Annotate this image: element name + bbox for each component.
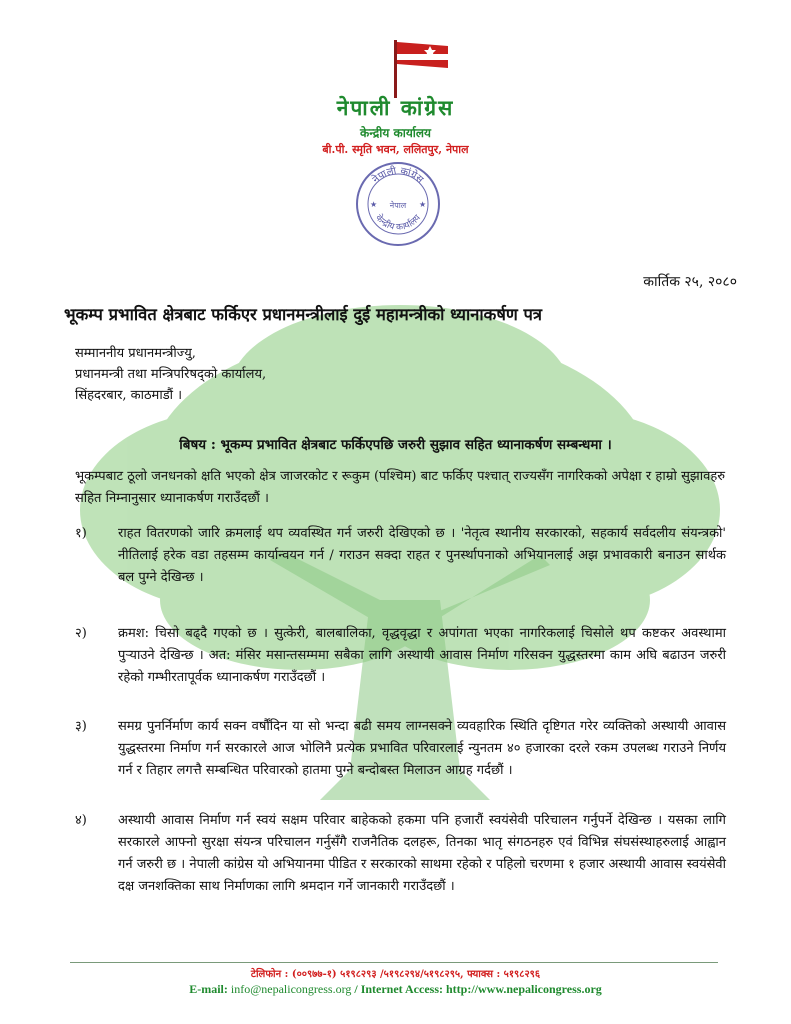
addressee-block [75,343,266,406]
seal-bottom-text: केन्द्रीय कार्यालय [373,213,423,234]
email-label: E-mail: [189,982,228,996]
point-text: राहत वितरणको जारि क्रमलाई थप व्यवस्थित गर्न जरुरी देखिएको छ । 'नेतृत्व स्थानीय सरकारको, सहकार्य सर्वदलीय संयन्त्रको' नीतिलाई हरेक वडा तहसम्म कार्यान्वयन गर्न / गराउन सक्दा राहत र पुनर्स्थापनाको अभियानलाई अझ प्रभावकारी बनाउन सार्थक बल पुग्ने देखिन्छ । [118,526,726,585]
point-number: २) [75,626,87,641]
svg-text:★: ★ [419,200,427,209]
point-text: अस्थायी आवास निर्माण गर्न स्वयं सक्षम परिवार बाहेकको हकमा पनि हजारौं स्वयंसेवी परिचालन गर्नुपर्ने देखिन्छ । यसका लागि सरकारले आफ्नो सुरक्षा संयन्त्र परिचालन गर्नुसँगै राजनैतिक दलहरू, तिनका भातृ संगठनहरु एवं विभिन्न संघसंस्थाहरुलाई आह्वान गर्न जरुरी छ । नेपाली कांग्रेस यो अभियानमा पीडित र सरकारको साथमा रहेको र पहिलो चरणमा १ हजार अस्थायी आवास स्वयंसेवी दक्ष जनशक्तिका साथ निर्माणका लागि श्रमदान गर्ने जानकारी गराउँदछौं । [118,813,726,894]
point-number: ४) [75,813,87,828]
website-link[interactable]: http://www.nepalicongress.org [446,982,602,996]
addressee-line: सम्माननीय प्रधानमन्त्रीज्यु, [75,346,196,361]
svg-text:केन्द्रीय कार्यालय [373,212,423,233]
svg-text:★: ★ [370,200,378,209]
footer-contact [0,982,791,997]
party-flag-logo-icon [392,38,452,100]
seal-middle-text: नेपाल [389,201,407,210]
intro-paragraph: भूकम्पबाट ठूलो जनधनको क्षति भएको क्षेत्र जाजरकोट र रूकुम (पश्चिम) बाट फर्किए पश्चात् राज्यसँग नागरिकको अपेक्षा र हाम्रो सुझावहरु सहित निम्नानुसार ध्यानाकर्षण गराउँदछौं । [75,469,725,506]
web-label: Internet Access: [360,982,443,996]
seal-top-text: नेपाली कांग्रेस [370,165,426,186]
letter-date: कार्तिक २५, २०८० [643,274,737,290]
point-number: १) [75,526,87,541]
footer-phone: टेलिफोन : (००९७७-१) ५१९८२९३ /५१९८२९४/५१९८२९५, फ्याक्स : ५१९८२९६ [250,969,541,980]
letter-subject: बिषय : भूकम्प प्रभावित क्षेत्रबाट फर्किएपछि जरुरी सुझाव सहित ध्यानाकर्षण सम्बन्धमा । [179,437,612,453]
footer-divider [70,962,718,963]
point-text: समग्र पुनर्निर्माण कार्य सक्न वर्षौंदिन या सो भन्दा बढी समय लाग्नसक्ने व्यवहारिक स्थिति दृष्टिगत गरेर व्यक्तिको अस्थायी आवास युद्धस्तरमा निर्माण गर्न सरकारले आज भोलिनै प्रत्येक प्रभावित परिवारलाई न्युनतम ४० हजारका दरले रकम उपलब्ध गराउने निर्णय गर्न र तिहार लगत्तै सम्बन्धित परिवारको हातमा पुग्ने बन्दोबस्त मिलाउन आग्रह गर्दछौं । [118,719,726,778]
office-name: केन्द्रीय कार्यालय [359,126,432,140]
email-link[interactable]: info@nepalicongress.org [230,982,352,996]
point-number: ३) [75,719,87,734]
party-name: नेपाली कांग्रेस [336,96,455,120]
letter-title: भूकम्प प्रभावित क्षेत्रबाट फर्किएर प्रधानमन्त्रीलाई दुई महामन्त्रीको ध्यानाकर्षण पत्र [64,305,543,324]
addressee-line: सिंहदरबार, काठमाडौं । [75,388,183,403]
office-seal-icon [354,160,442,248]
office-address: बी.पी. स्मृति भवन, ललितपुर, नेपाल [322,143,469,156]
addressee-line: प्रधानमन्त्री तथा मन्त्रिपरिषद्को कार्यालय, [75,367,267,382]
footer-separator: / [351,982,361,996]
point-text: क्रमश: चिसो बढ्दै गएको छ । सुत्केरी, बालबालिका, वृद्धवृद्धा र अपांगता भएका नागरिकलाई चिसोले थप कष्टकर अवस्थामा पुर्‍याउने देखिन्छ । अत: मंसिर मसान्तसम्ममा सबैका लागि अस्थायी आवास निर्माण गरिसक्न युद्धस्तरमा काम अघि बढाउन जरुरी रहेको गम्भीरतापूर्वक ध्यानाकर्षण गराउँदछौं । [118,626,726,685]
